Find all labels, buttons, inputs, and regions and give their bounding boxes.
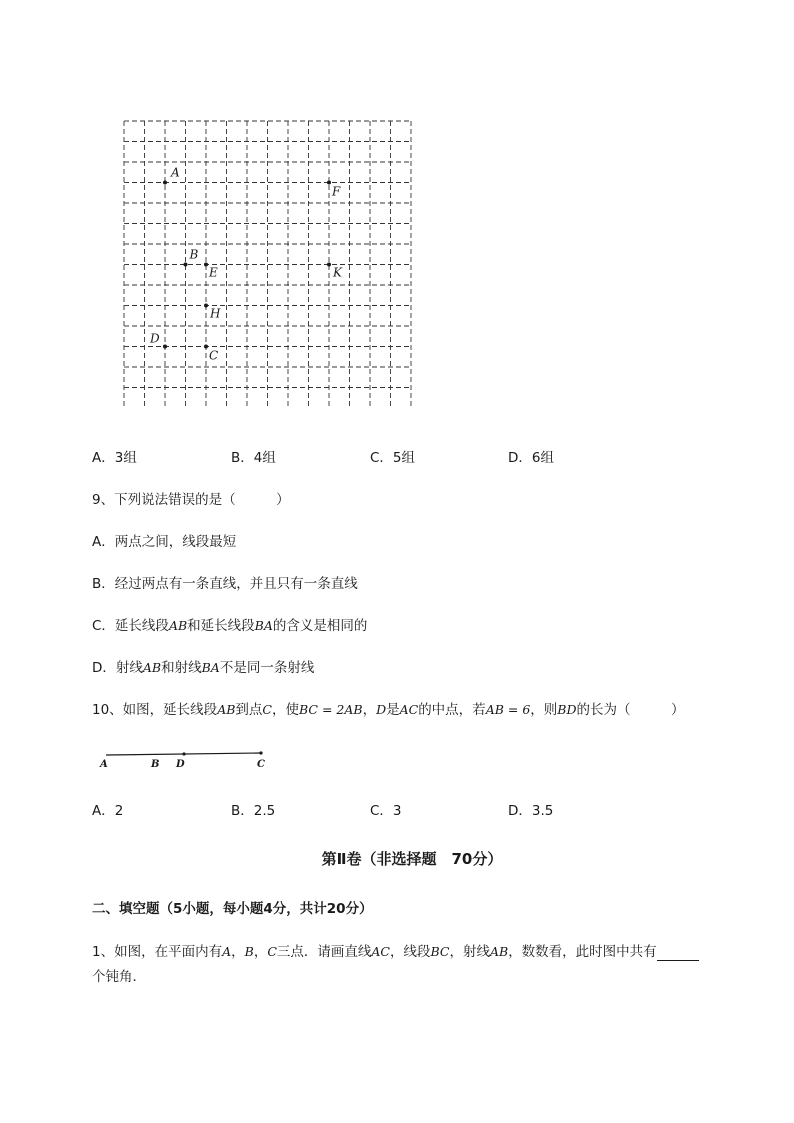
part-heading: 二、填空题（5小题，每小题4分，共计20分） — [92, 901, 373, 917]
grid-point-label-b: B — [189, 247, 199, 262]
fill-question-1-line2: 个钝角． — [92, 969, 146, 985]
section-title: 第Ⅱ卷（非选择题 70分） — [321, 850, 503, 868]
q9-option-a: A．两点之间，线段最短 — [92, 534, 237, 550]
point-c-dot — [259, 751, 262, 754]
seg-label-b: B — [151, 759, 160, 770]
grid-point-a — [163, 181, 167, 185]
answer-blank[interactable] — [657, 946, 699, 961]
seg-label-a: A — [100, 759, 108, 770]
grid-point-label-e: E — [209, 265, 218, 280]
q10-option-c: C．3 — [370, 803, 402, 819]
segment-figure — [96, 745, 276, 771]
grid-point-c — [204, 345, 208, 349]
q9-option-b: B．经过两点有一条直线，并且只有一条直线 — [92, 576, 358, 592]
q10-option-b: B．2.5 — [231, 803, 276, 819]
grid-point-label-h: H — [210, 306, 221, 321]
grid-point-label-c: C — [209, 348, 219, 363]
grid-point-label-a: A — [171, 165, 180, 180]
grid-svg — [118, 116, 423, 406]
grid-point-e — [204, 263, 208, 267]
grid-point-h — [204, 304, 208, 308]
q8-option-a: A．3组 — [92, 450, 137, 466]
grid-figure — [118, 116, 423, 406]
grid-point-label-f: F — [332, 184, 341, 199]
q9-option-d: D．射线AB和射线BA不是同一条射线 — [92, 660, 315, 676]
q8-option-c: C．5组 — [370, 450, 416, 466]
segment-svg — [96, 745, 276, 771]
grid-point-d — [163, 345, 167, 349]
q10-stem: 10、如图，延长线段AB到点C，使BC = 2AB，D是AC的中点，若AB = 6，则BD的长为（ ） — [92, 702, 685, 718]
fill-question-1: 1、如图，在平面内有A，B，C三点．请画直线AC，线段BC，射线AB，数数看，此时图中共有 — [92, 943, 699, 961]
seg-label-d: D — [176, 759, 185, 770]
point-d-dot — [182, 752, 185, 755]
grid-point-label-k: K — [333, 265, 342, 280]
grid-point-f — [327, 181, 331, 185]
q10-option-a: A．2 — [92, 803, 124, 819]
grid-point-label-d: D — [150, 331, 160, 346]
q8-option-d: D．6组 — [508, 450, 554, 466]
grid-point-b — [184, 263, 188, 267]
q9-stem: 9、下列说法错误的是（ ） — [92, 492, 290, 508]
q8-option-b: B．4组 — [231, 450, 276, 466]
q10-option-d: D．3.5 — [508, 803, 554, 819]
q9-option-c: C．延长线段AB和延长线段BA的含义是相同的 — [92, 618, 368, 634]
seg-label-c: C — [257, 759, 265, 770]
grid-point-k — [327, 263, 331, 267]
